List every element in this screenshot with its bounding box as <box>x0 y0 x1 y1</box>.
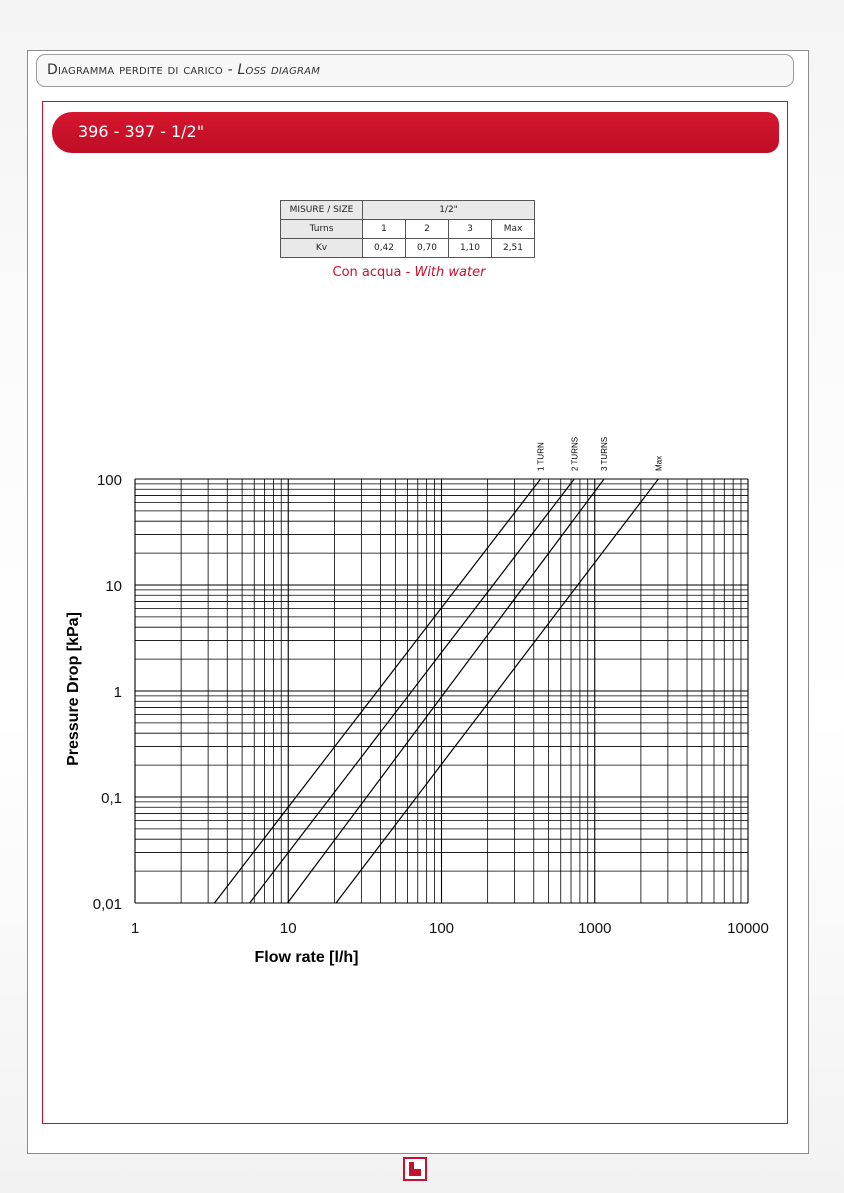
water-note-italian: Con acqua - <box>332 265 415 280</box>
section-title: 396 - 397 - 1/2" <box>78 122 205 141</box>
kv-turns-label: Turns <box>281 220 363 239</box>
kv-value-cell: 2,51 <box>492 239 535 258</box>
x-tick-label: 10 <box>279 920 297 937</box>
water-note-english: With water <box>414 265 486 280</box>
kv-row-label: Kv <box>281 239 363 258</box>
y-axis-title: Pressure Drop [kPa] <box>65 612 82 766</box>
x-tick-label: 10000 <box>727 920 769 937</box>
kv-turn-cell: 1 <box>363 220 406 239</box>
y-tick-label: 10 <box>105 578 122 595</box>
y-tick-label: 100 <box>96 472 122 489</box>
x-tick-label: 100 <box>428 920 455 937</box>
y-tick-label: 1 <box>113 684 122 701</box>
chart-grid <box>135 479 748 903</box>
series-label: 2 TURNS <box>570 436 580 471</box>
kv-value-cell: 1,10 <box>449 239 492 258</box>
x-tick-label: 1 <box>130 920 140 937</box>
kv-size-label: MISURE / SIZE <box>281 201 363 220</box>
y-tick-label: 0,01 <box>92 896 122 913</box>
kv-turn-cell: 3 <box>449 220 492 239</box>
series-label: 1 TURN <box>536 442 546 471</box>
x-tick-label: 1000 <box>578 920 612 937</box>
kv-value-cell: 0,42 <box>363 239 406 258</box>
x-axis-title: Flow rate [l/h] <box>254 949 359 966</box>
series-label: 3 TURNS <box>600 436 610 471</box>
page-title-italian: Diagramma perdite di carico - <box>47 62 238 78</box>
kv-value-cell: 0,70 <box>406 239 449 258</box>
kv-turn-cell: 2 <box>406 220 449 239</box>
brand-logo-icon <box>403 1157 427 1181</box>
page-title-english: Loss diagram <box>237 62 321 78</box>
y-tick-label: 0,1 <box>101 790 122 807</box>
kv-turn-cell: Max <box>492 220 535 239</box>
kv-size-value: 1/2" <box>363 201 535 220</box>
series-label: Max <box>654 455 664 471</box>
